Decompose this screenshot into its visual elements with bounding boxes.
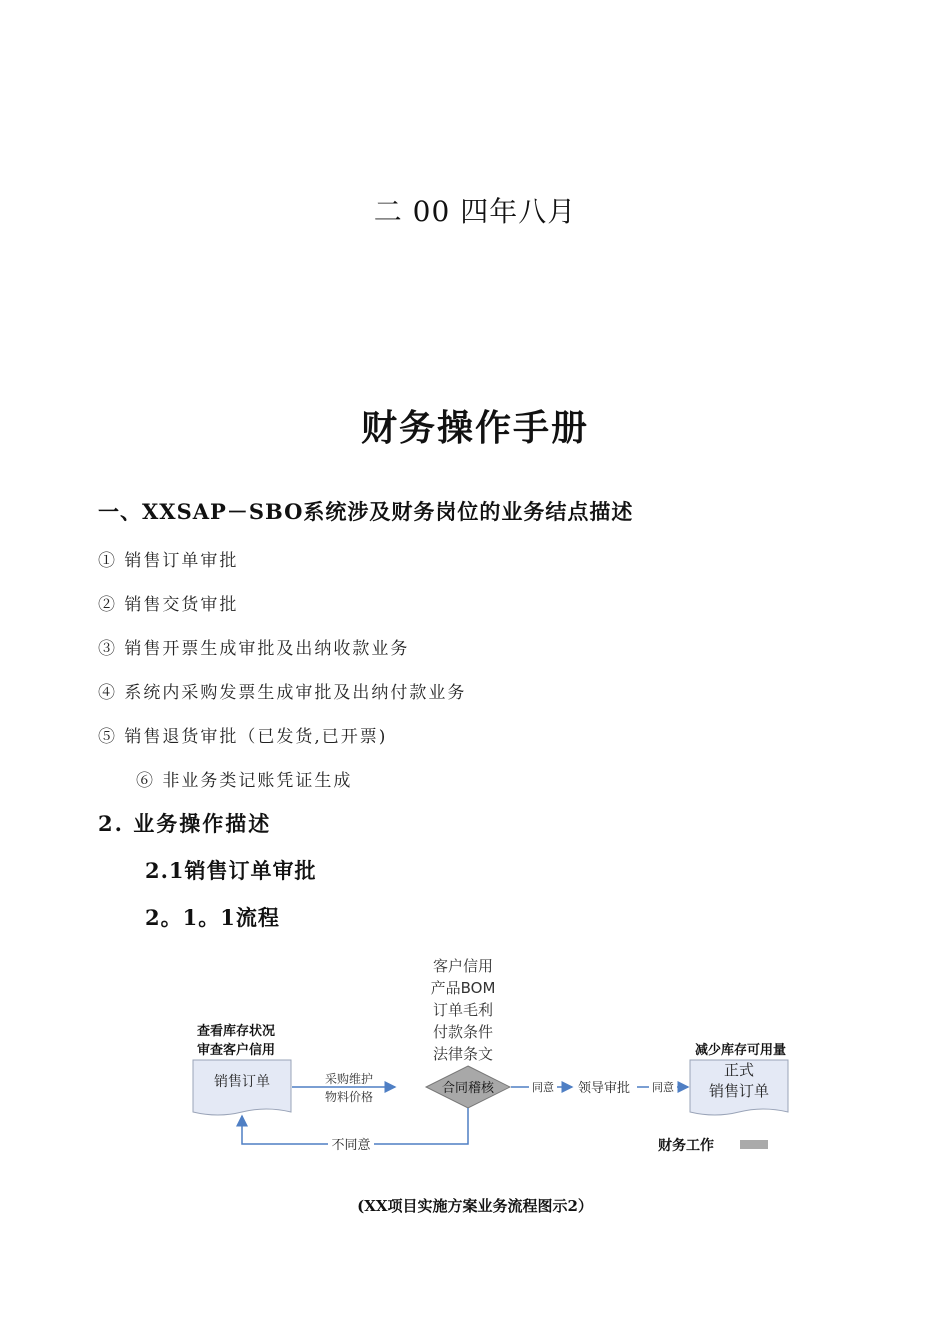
review-item: 法律条文 xyxy=(432,1045,494,1063)
section-2-heading: 2. 业务操作描述 xyxy=(98,811,272,836)
list-item: ⑥ 非业务类记账凭证生成 xyxy=(136,771,353,791)
leader-approval-label: 领导审批 xyxy=(577,1081,631,1096)
contract-review-label: 合同稽核 xyxy=(441,1081,495,1096)
subsection-heading: 2.1销售订单审批 xyxy=(145,858,317,883)
process-flowchart xyxy=(0,940,950,1180)
formal-order-label: 销售订单 xyxy=(708,1082,770,1100)
disagree-label: 不同意 xyxy=(331,1138,371,1153)
review-item: 客户信用 xyxy=(432,957,494,975)
review-item: 产品BOM xyxy=(430,979,496,997)
agree-label: 同意 xyxy=(532,1081,554,1094)
document-title: 财务操作手册 xyxy=(360,407,589,449)
purchase-note: 物料价格 xyxy=(325,1090,374,1104)
list-item: ② 销售交货审批 xyxy=(98,595,239,615)
figure-caption: (XX项目实施方案业务流程图示2） xyxy=(357,1197,593,1215)
left-note: 查看库存状况 xyxy=(197,1024,276,1039)
list-item: ⑤ 销售退货审批（已发货,已开票) xyxy=(98,727,388,747)
right-note: 减少库存可用量 xyxy=(695,1043,787,1058)
purchase-note: 采购维护 xyxy=(325,1072,374,1086)
agree-label: 同意 xyxy=(652,1081,674,1094)
review-item: 付款条件 xyxy=(432,1023,494,1041)
list-item: ① 销售订单审批 xyxy=(98,551,239,571)
list-item: ③ 销售开票生成审批及出纳收款业务 xyxy=(98,639,410,659)
left-note: 审查客户信用 xyxy=(197,1043,276,1058)
subsubsection-heading: 2。1。1流程 xyxy=(145,905,280,930)
list-item: ④ 系统内采购发票生成审批及出纳付款业务 xyxy=(98,683,467,703)
sales-order-label: 销售订单 xyxy=(214,1074,270,1090)
legend-label: 财务工作 xyxy=(658,1138,714,1154)
legend-swatch xyxy=(740,1140,768,1149)
formal-order-label: 正式 xyxy=(723,1061,755,1079)
document-date: 二 00 四年八月 xyxy=(373,195,577,228)
section-1-heading: 一、XXSAP－SBO系统涉及财务岗位的业务结点描述 xyxy=(98,499,634,524)
review-item: 订单毛利 xyxy=(432,1001,494,1019)
